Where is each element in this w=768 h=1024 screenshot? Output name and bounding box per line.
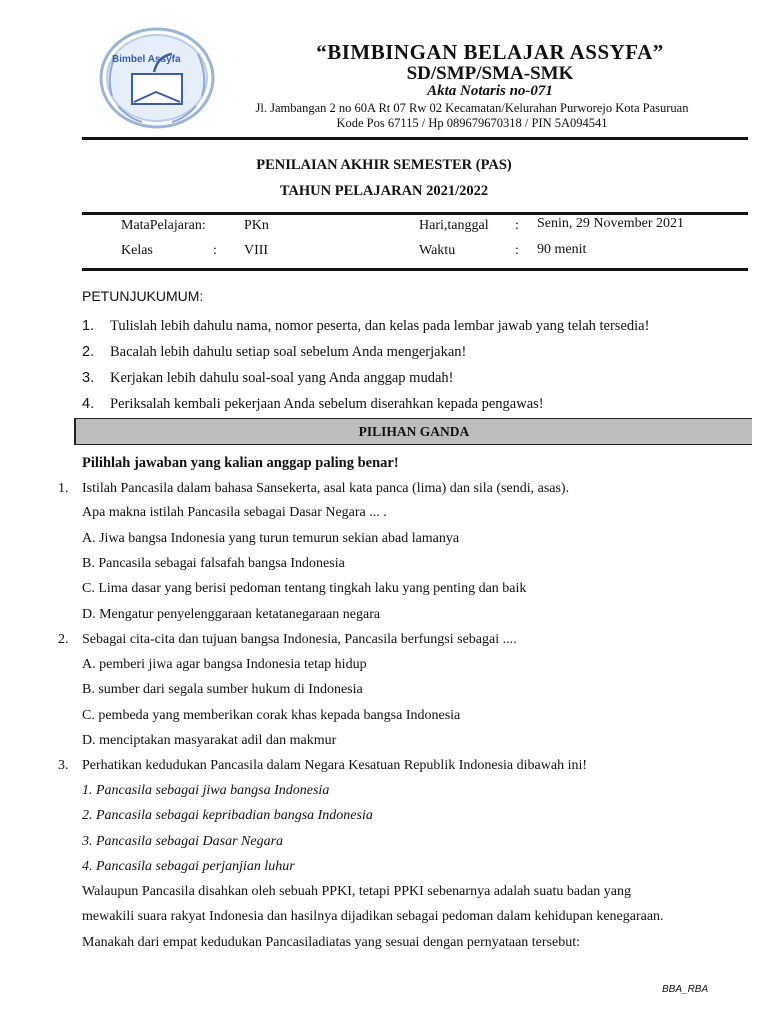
option-a: A. pemberi jiwa agar bangsa Indonesia tetap hidup	[82, 657, 367, 672]
statement-item: 1. Pancasila sebagai jiwa bangsa Indonesia	[82, 783, 330, 798]
section-title: PILIHAN GANDA	[358, 424, 470, 439]
statement-item: 3. Pancasila sebagai Dasar Negara	[82, 834, 284, 849]
petunjuk-item: 2. Bacalah lebih dahulu setiap soal sebelum Anda mengerjakan!	[82, 344, 467, 360]
petunjuk-item: 1. Tulislah lebih dahulu nama, nomor peserta, dan kelas pada lembar jawab yang telah tersedia!	[82, 318, 650, 334]
institution-title: “BIMBINGAN BELAJAR ASSYFA”	[316, 40, 664, 64]
petunjuk-item: 4. Periksalah kembali pekerjaan Anda sebelum diserahkan kepada pengawas!	[82, 396, 544, 412]
petunjuk-item: 3. Kerjakan lebih dahulu soal-soal yang Anda anggap mudah!	[82, 370, 454, 386]
question-paragraph: Walaupun Pancasila disahkan oleh sebuah PPKI, tetapi PPKI sebenarnya adalah suatu badan yang	[82, 884, 632, 899]
address-line-1: Jl. Jambangan 2 no 60A Rt 07 Rw 02 Kecamatan/Kelurahan Purworejo Kota Pasuruan	[255, 101, 689, 115]
exam-title: PENILAIAN AKHIR SEMESTER (PAS)	[256, 157, 512, 173]
header-divider	[82, 137, 748, 140]
subject-value: PKn	[244, 218, 269, 233]
option-d: D. menciptakan masyarakat adil dan makmur	[82, 733, 337, 748]
option-d: D. Mengatur penyelenggaraan ketatanegaraan negara	[82, 607, 381, 622]
class-value: VIII	[244, 243, 269, 258]
question-paragraph: Manakah dari empat kedudukan Pancasiladiatas yang sesuai dengan pernyataan tersebut:	[82, 935, 580, 950]
question-text: Istilah Pancasila dalam bahasa Sansekerta, asal kata panca (lima) dan sila (sendi, asas).	[82, 481, 570, 496]
question-number: 3.	[58, 758, 69, 773]
option-b: B. Pancasila sebagai falsafah bangsa Indonesia	[82, 556, 345, 571]
answer-instruction: Pilihlah jawaban yang kalian anggap paling benar!	[82, 455, 399, 471]
subject-label: MataPelajaran:	[121, 218, 206, 233]
question-number: 2.	[58, 632, 69, 647]
time-colon: :	[515, 243, 519, 258]
class-label: Kelas	[121, 243, 153, 258]
page-footer: BBA_RBA	[662, 984, 709, 995]
exam-year: TAHUN PELAJARAN 2021/2022	[279, 183, 489, 199]
question-number: 1.	[58, 481, 69, 496]
class-colon: :	[213, 243, 217, 258]
petunjuk-heading: PETUNJUKUMUM:	[82, 288, 204, 304]
time-label: Waktu	[419, 243, 456, 258]
option-c: C. Lima dasar yang berisi pedoman tentang tingkah laku yang penting dan baik	[82, 581, 527, 596]
info-bottom-divider	[82, 268, 748, 271]
question-text: Perhatikan kedudukan Pancasila dalam Negara Kesatuan Republik Indonesia dibawah ini!	[82, 758, 588, 773]
institution-subtitle: SD/SMP/SMA-SMK	[406, 63, 574, 84]
statement-item: 2. Pancasila sebagai kepribadian bangsa Indonesia	[82, 808, 373, 823]
logo-text: Bimbel Assyfa	[112, 54, 181, 65]
option-c: C. pembeda yang memberikan corak khas kepada bangsa Indonesia	[82, 708, 461, 723]
day-colon: :	[515, 218, 519, 233]
akta-notaris: Akta Notaris no-071	[427, 83, 553, 99]
time-value: 90 menit	[537, 242, 587, 257]
day-label: Hari,tanggal	[419, 218, 489, 233]
bimbel-assyfa-logo	[98, 26, 216, 130]
info-top-divider	[82, 212, 748, 215]
day-value: Senin, 29 November 2021	[537, 216, 684, 231]
question-text: Sebagai cita-cita dan tujuan bangsa Indonesia, Pancasila berfungsi sebagai ....	[82, 632, 517, 647]
option-a: A. Jiwa bangsa Indonesia yang turun temurun sekian abad lamanya	[82, 531, 460, 546]
question-paragraph: mewakili suara rakyat Indonesia dan hasilnya dijadikan sebagai pedoman dalam kehidupan kenegaraan.	[82, 909, 664, 924]
section-band	[74, 418, 752, 445]
option-b: B. sumber dari segala sumber hukum di Indonesia	[82, 682, 363, 697]
statement-item: 4. Pancasila sebagai perjanjian luhur	[82, 859, 295, 874]
question-text: Apa makna istilah Pancasila sebagai Dasar Negara ... .	[82, 505, 387, 520]
address-line-2: Kode Pos 67115 / Hp 089679670318 / PIN 5A094541	[336, 116, 608, 130]
